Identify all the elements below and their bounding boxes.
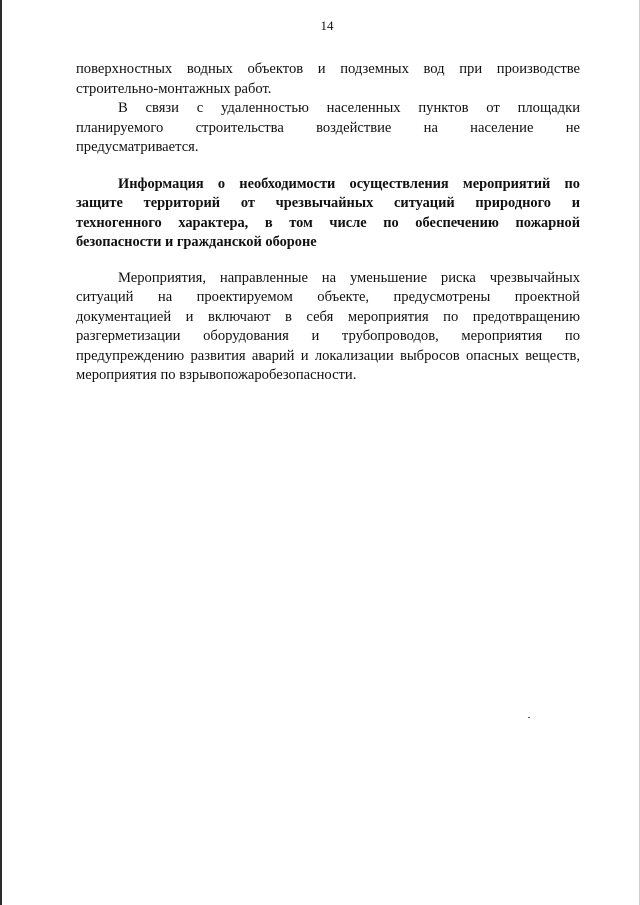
paragraph-3-line: документацией и включают в себя мероприятия по предотвращению — [76, 308, 580, 325]
paragraph-3 — [76, 269, 580, 386]
page-left-border — [0, 0, 2, 905]
paragraph-1-line: поверхностных водных объектов и подземных вод при производстве — [76, 61, 580, 77]
document-body — [76, 60, 580, 386]
paragraph-3-line: разгерметизации оборудования и трубопроводов, мероприятия по — [76, 328, 580, 344]
scan-speck — [528, 717, 530, 718]
section-heading-line: Информация о необходимости осуществления мероприятий по — [118, 175, 580, 192]
page-number: 14 — [320, 18, 334, 33]
paragraph-2-line: предусматривается. — [76, 139, 199, 155]
paragraph-2-line: планируемого строительства воздействие на население не — [76, 119, 580, 136]
paragraph-1 — [76, 60, 580, 99]
paragraph-1-line: строительно-монтажных работ. — [76, 80, 272, 97]
section-heading-line: безопасности и гражданской обороне — [76, 234, 317, 250]
paragraph-3-line: мероприятия по взрывопожаробезопасности. — [76, 367, 357, 383]
paragraph-3-line: предупреждению развития аварий и локализации выбросов опасных веществ, — [76, 347, 580, 364]
paragraph-3-line: Мероприятия, направленные на уменьшение риска чрезвычайных — [118, 269, 580, 286]
paragraph-2 — [76, 99, 580, 158]
paragraph-spacer — [76, 253, 580, 269]
paragraph-2-line: В связи с удаленностью населенных пунктов от площадки — [118, 100, 580, 116]
paragraph-spacer — [76, 158, 580, 175]
section-heading-line: защите территорий от чрезвычайных ситуаций природного и — [76, 195, 580, 211]
section-heading — [76, 175, 580, 253]
section-heading-line: техногенного характера, в том числе по обеспечению пожарной — [76, 214, 580, 231]
paragraph-3-line: ситуаций на проектируемом объекте, предусмотрены проектной — [76, 289, 580, 305]
